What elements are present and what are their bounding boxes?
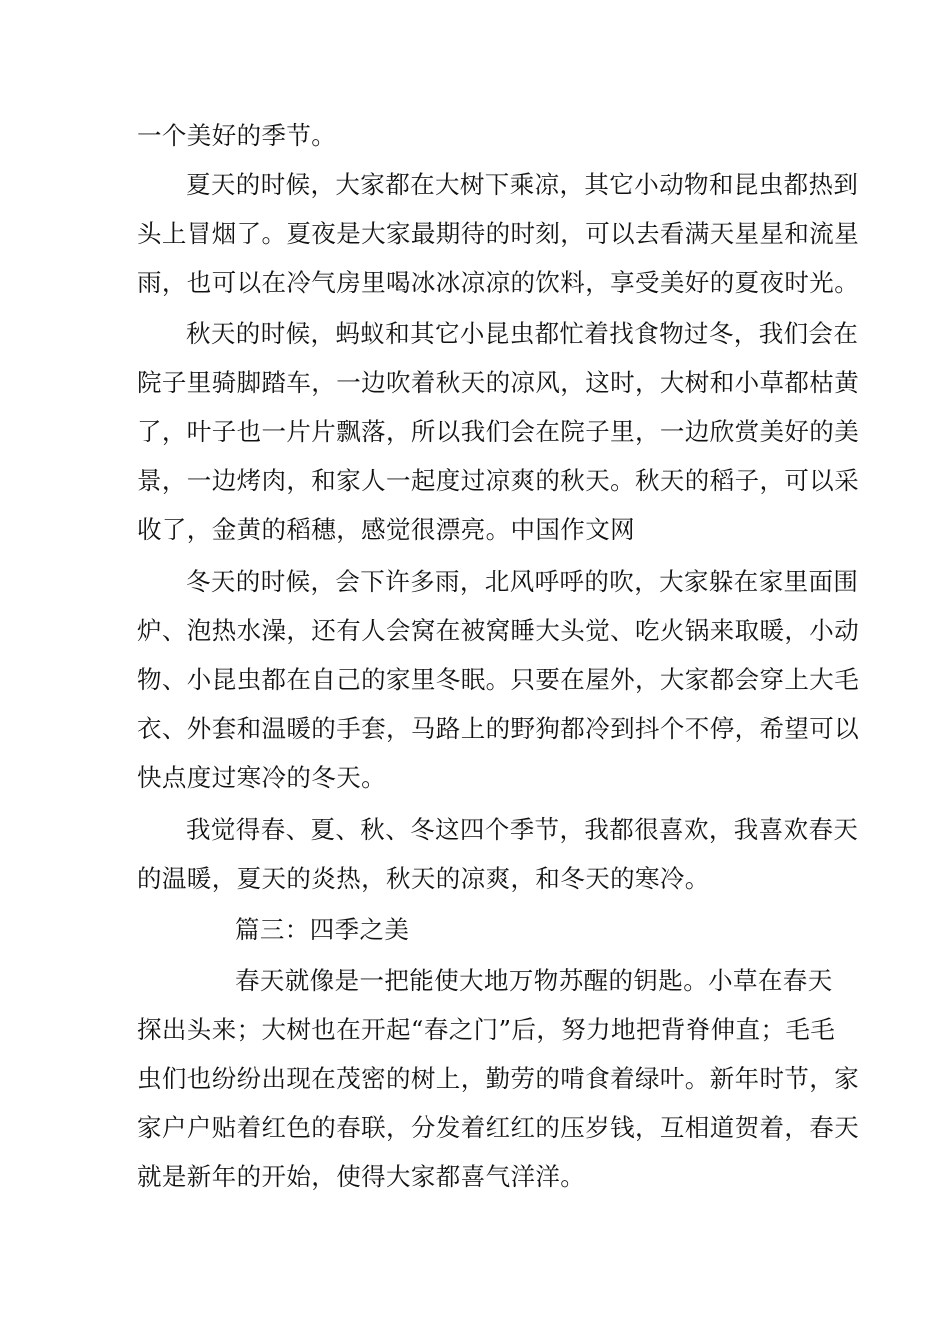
paragraph-line: 炉、泡热水澡，还有人会窝在被窝睡大头觉、吃火锅来取暖，小动 <box>137 616 860 645</box>
paragraph-line: 收了，金黄的稻穗，感觉很漂亮。中国作文网 <box>137 515 635 544</box>
section-heading: 篇三：四季之美 <box>235 915 410 944</box>
paragraph-line: 秋天的时候，蚂蚁和其它小昆虫都忙着找食物过冬，我们会在 <box>186 319 859 348</box>
paragraph-line: 景，一边烤肉，和家人一起度过凉爽的秋天。秋天的稻子，可以采 <box>137 466 860 495</box>
paragraph-line: 虫们也纷纷出现在茂密的树上，勤劳的啃食着绿叶。新年时节，家 <box>137 1064 860 1093</box>
paragraph-line: 春天就像是一把能使大地万物苏醒的钥匙。小草在春天 <box>235 966 833 995</box>
paragraph-line: 探出头来；大树也在开起“春之门”后，努力地把背脊伸直；毛毛 <box>137 1015 836 1044</box>
paragraph-line: 冬天的时候，会下许多雨，北风呼呼的吹，大家躲在家里面围 <box>186 567 859 596</box>
paragraph-line: 我觉得春、夏、秋、冬这四个季节，我都很喜欢，我喜欢春天 <box>186 815 859 844</box>
paragraph-line: 一个美好的季节。 <box>137 121 337 150</box>
paragraph-line: 就是新年的开始，使得大家都喜气洋洋。 <box>137 1162 586 1191</box>
paragraph-line: 的温暖，夏天的炎热，秋天的凉爽，和冬天的寒冷。 <box>137 864 710 893</box>
paragraph-line: 物、小昆虫都在自己的家里冬眠。只要在屋外，大家都会穿上大毛 <box>137 665 860 694</box>
paragraph-line: 快点度过寒冷的冬天。 <box>137 763 386 792</box>
paragraph-line: 家户户贴着红色的春联，分发着红红的压岁钱，互相道贺着，春天 <box>137 1113 860 1142</box>
paragraph-line: 衣、外套和温暖的手套，马路上的野狗都冷到抖个不停，希望可以 <box>137 714 860 743</box>
paragraph-line: 了，叶子也一片片飘落，所以我们会在院子里，一边欣赏美好的美 <box>137 417 860 446</box>
paragraph-line: 头上冒烟了。夏夜是大家最期待的时刻，可以去看满天星星和流星 <box>137 219 860 248</box>
paragraph-line: 夏天的时候，大家都在大树下乘凉，其它小动物和昆虫都热到 <box>186 170 859 199</box>
paragraph-line: 雨，也可以在冷气房里喝冰冰凉凉的饮料，享受美好的夏夜时光。 <box>137 268 860 297</box>
paragraph-line: 院子里骑脚踏车，一边吹着秋天的凉风，这时，大树和小草都枯黄 <box>137 368 860 397</box>
